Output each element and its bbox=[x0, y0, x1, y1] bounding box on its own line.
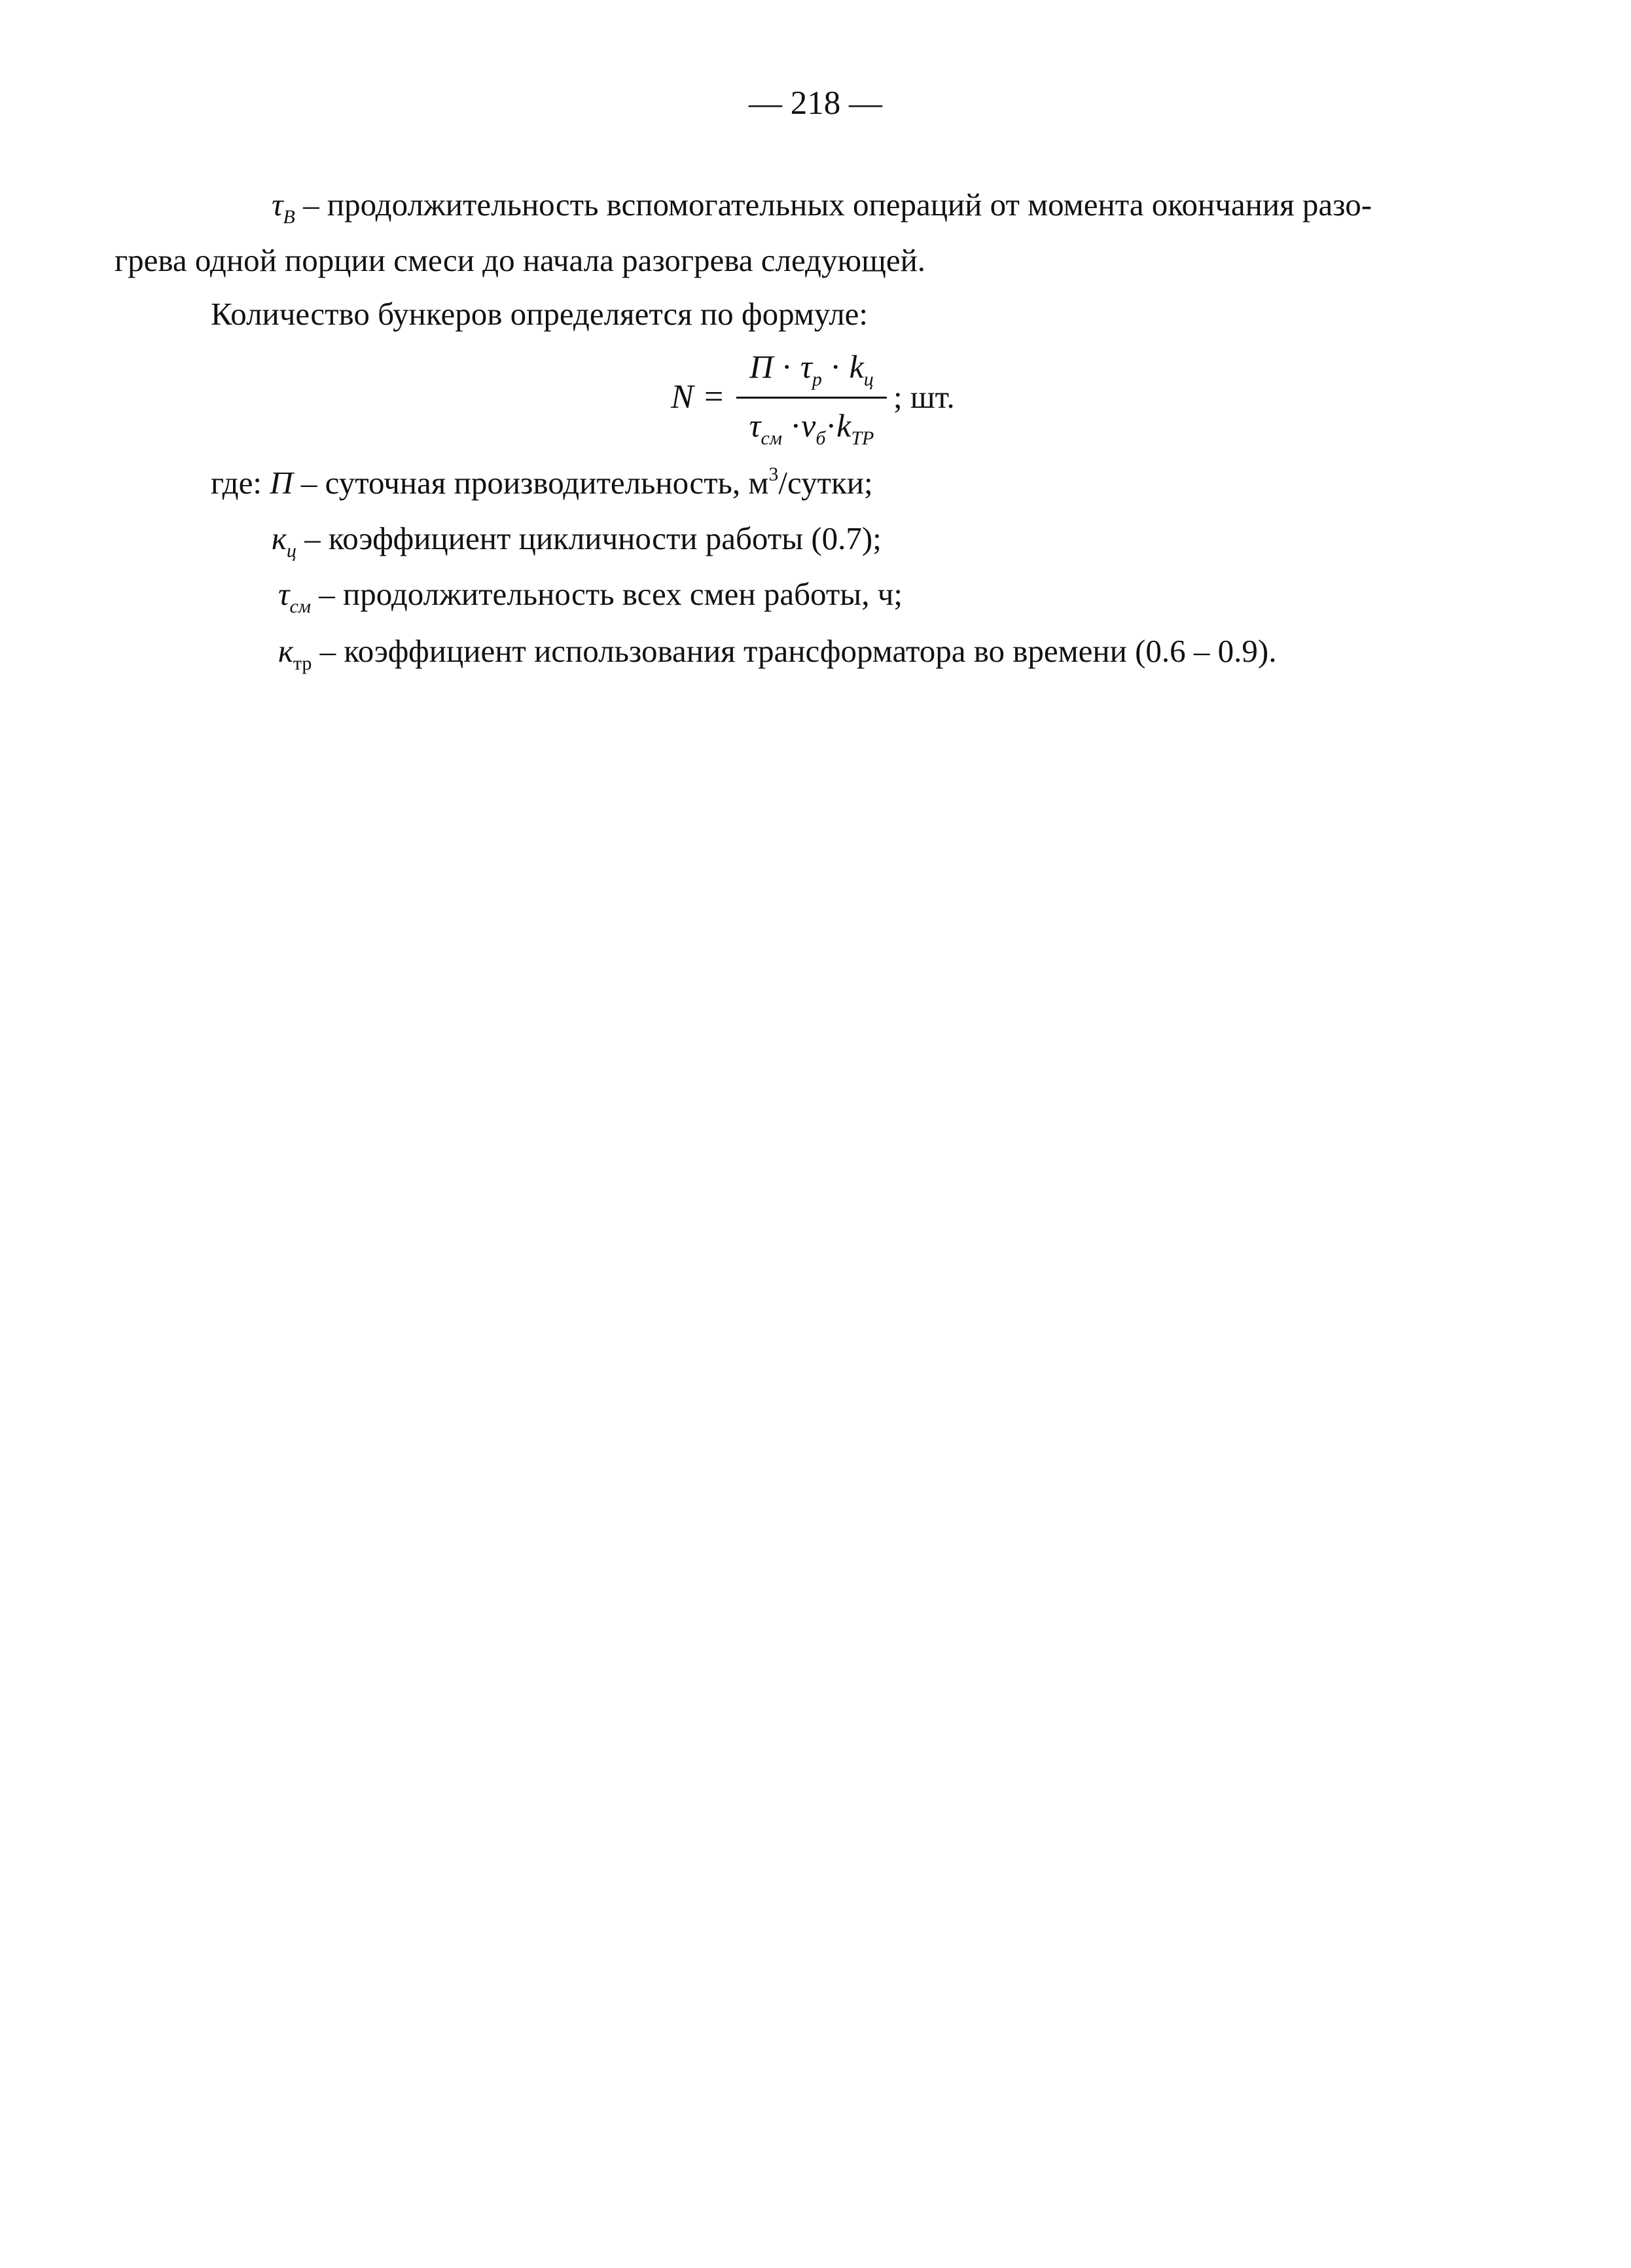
definition-p-sup: 3 bbox=[768, 463, 779, 485]
definition-p bbox=[211, 463, 873, 507]
definition-tau-shift-symbol: τ bbox=[278, 576, 290, 612]
den-dot-1: · bbox=[782, 407, 802, 444]
den-tau: τ bbox=[749, 407, 761, 444]
tau-b-text: – продолжительность вспомогательных операций от момента окончания разо- bbox=[295, 187, 1372, 223]
tau-b-definition-line-2: грева одной порции смеси до начала разогрева следующей. bbox=[115, 242, 926, 278]
num-dot-2: · bbox=[821, 348, 850, 385]
definition-k-cycle-text: – коэффициент цикличности работы (0.7); bbox=[296, 520, 882, 556]
den-k: k bbox=[836, 407, 851, 444]
formula-lhs: N = bbox=[671, 378, 725, 416]
definition-tau-shift bbox=[278, 575, 903, 619]
page-number: — 218 — bbox=[749, 85, 882, 122]
tau-b-subscript: В bbox=[283, 206, 295, 228]
definition-k-cycle bbox=[272, 519, 882, 563]
num-k-sub: ц bbox=[863, 369, 874, 390]
definition-k-cycle-subscript: ц bbox=[286, 540, 296, 562]
fraction-bar bbox=[736, 397, 887, 399]
definition-tau-shift-text: – продолжительность всех смен работы, ч; bbox=[311, 576, 903, 612]
num-k: k bbox=[849, 348, 864, 385]
definition-k-transformer bbox=[278, 632, 1277, 675]
num-p: П bbox=[749, 348, 774, 385]
den-dot-2: · bbox=[825, 407, 837, 444]
formula-unit: ; шт. bbox=[893, 379, 955, 415]
definition-p-text-after: /сутки; bbox=[778, 465, 873, 501]
formula-fraction bbox=[736, 347, 887, 458]
num-tau: τ bbox=[800, 348, 812, 385]
definition-k-transformer-symbol: к bbox=[278, 633, 293, 669]
den-k-sub: ТР bbox=[851, 427, 874, 449]
den-tau-sub: см bbox=[761, 427, 783, 449]
formula-denominator bbox=[736, 406, 887, 450]
tau-b-symbol: τ bbox=[272, 187, 283, 223]
definition-k-cycle-symbol: к bbox=[272, 520, 287, 556]
bunkers-intro: Количество бункеров определяется по формуле: bbox=[211, 296, 869, 332]
formula-numerator bbox=[736, 347, 887, 391]
definition-k-transformer-subscript: тр bbox=[293, 653, 312, 674]
definition-p-text: – суточная производительность, м bbox=[293, 465, 769, 501]
den-v: ν bbox=[801, 407, 816, 444]
num-dot-1: · bbox=[773, 348, 800, 385]
den-v-sub: б bbox=[816, 427, 826, 449]
definition-tau-shift-subscript: см bbox=[289, 596, 312, 617]
definition-p-prefix: где: bbox=[211, 465, 270, 501]
bunker-count-formula bbox=[671, 347, 1011, 458]
num-tau-sub: р bbox=[812, 369, 822, 390]
definition-p-symbol: П bbox=[270, 465, 293, 501]
tau-b-definition-line-1 bbox=[272, 185, 1372, 229]
definition-k-transformer-text: – коэффициент использования трансформатора во времени (0.6 – 0.9). bbox=[312, 633, 1277, 669]
